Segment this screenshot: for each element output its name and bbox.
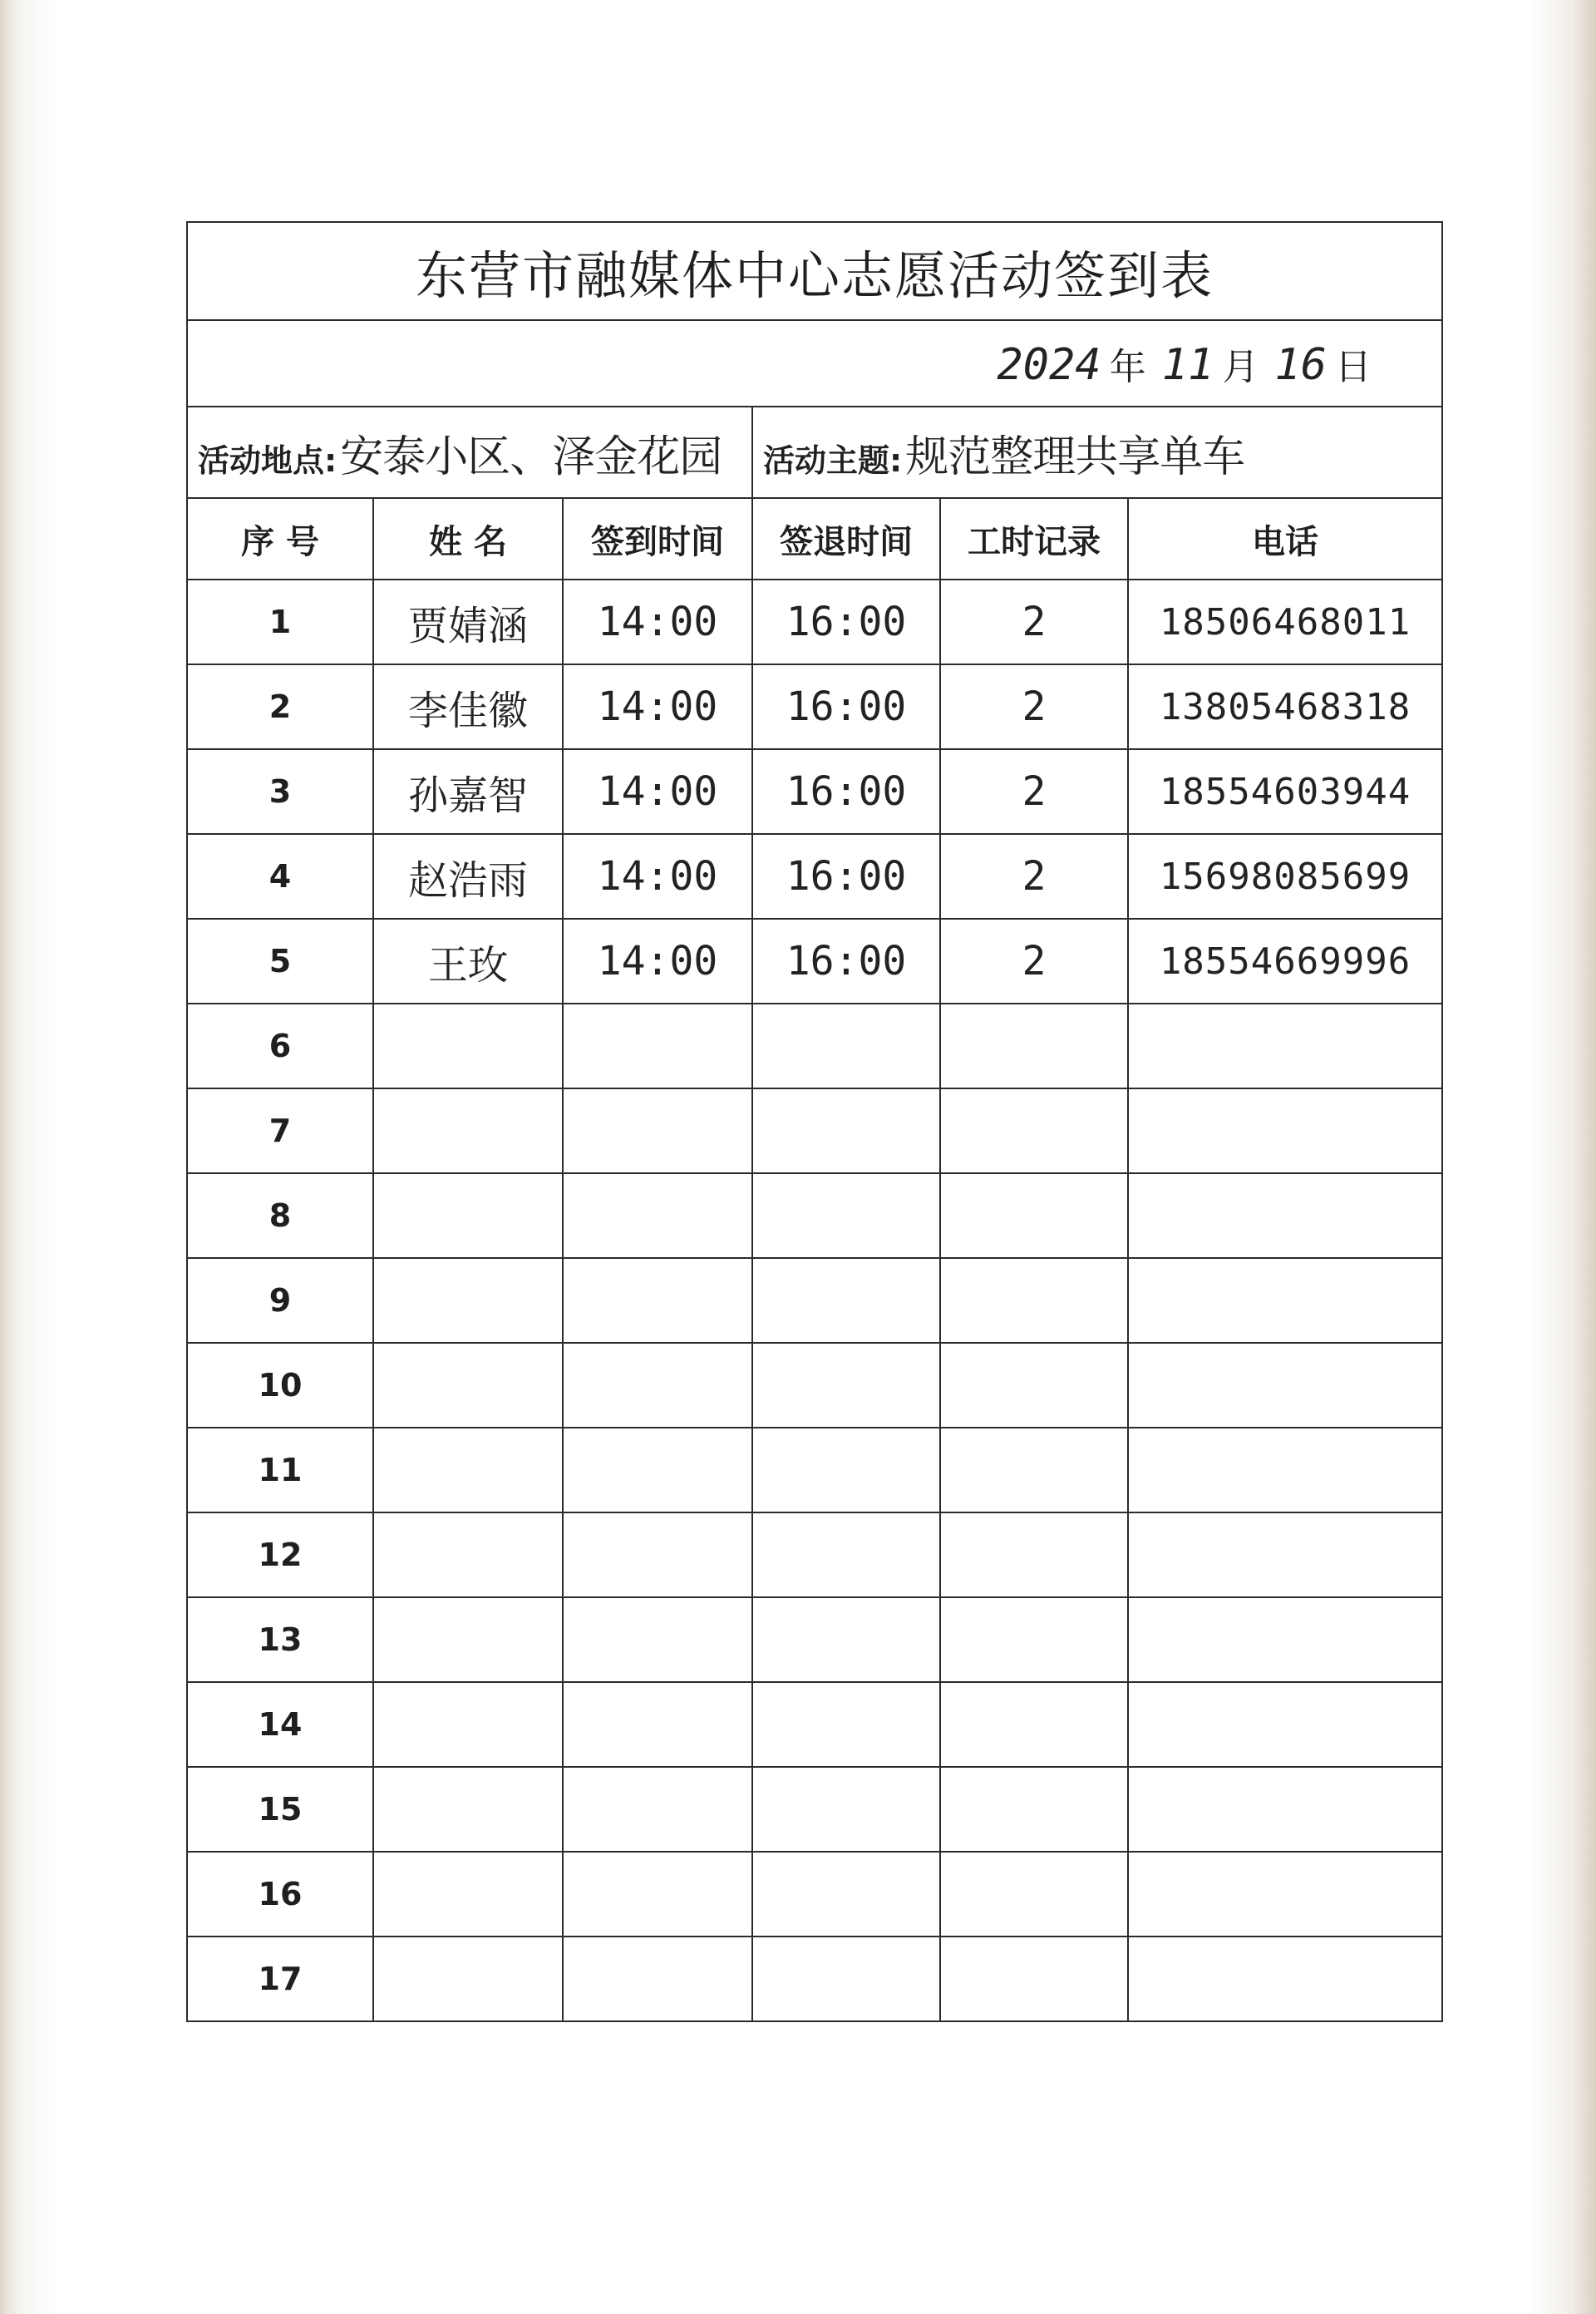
sign-out-time	[752, 1004, 940, 1088]
volunteer-name	[373, 1004, 563, 1088]
sign-in-time	[563, 1597, 752, 1682]
sign-out-time: 16:00	[752, 834, 940, 919]
sign-in-time	[563, 1937, 752, 2021]
row-index: 16	[187, 1852, 373, 1937]
work-hours	[940, 1428, 1128, 1512]
table-row	[187, 664, 1442, 749]
phone-number	[1128, 1512, 1442, 1597]
sign-out-time	[752, 1682, 940, 1767]
row-index: 6	[187, 1004, 373, 1088]
phone-number: 18554669996	[1128, 919, 1442, 1004]
sign-out-time	[752, 1852, 940, 1937]
row-index: 2	[187, 664, 373, 749]
phone-number	[1128, 1258, 1442, 1343]
table-row	[187, 1937, 1442, 2021]
phone-number: 15698085699	[1128, 834, 1442, 919]
date-line	[187, 320, 1442, 407]
volunteer-name	[373, 1088, 563, 1173]
location-label: 活动地点:	[198, 442, 337, 479]
volunteer-name: 赵浩雨	[373, 834, 563, 919]
volunteer-name: 贾婧涵	[373, 580, 563, 664]
theme-label: 活动主题:	[763, 442, 903, 479]
row-index: 7	[187, 1088, 373, 1173]
sign-in-time	[563, 1767, 752, 1852]
header-work-hours: 工时记录	[940, 498, 1128, 580]
table-row	[187, 1597, 1442, 1682]
location-value: 安泰小区、泽金花园	[340, 432, 722, 482]
work-hours: 2	[940, 580, 1128, 664]
sign-in-time: 14:00	[563, 749, 752, 834]
row-index: 14	[187, 1682, 373, 1767]
row-index: 9	[187, 1258, 373, 1343]
sign-in-time: 14:00	[563, 834, 752, 919]
phone-number	[1128, 1088, 1442, 1173]
volunteer-name: 李佳徽	[373, 664, 563, 749]
volunteer-name	[373, 1767, 563, 1852]
sign-in-time	[563, 1004, 752, 1088]
work-hours: 2	[940, 664, 1128, 749]
table-row	[187, 580, 1442, 664]
work-hours	[940, 1343, 1128, 1428]
phone-number: 13805468318	[1128, 664, 1442, 749]
phone-number	[1128, 1004, 1442, 1088]
sign-in-sheet	[186, 221, 1441, 2022]
work-hours	[940, 1004, 1128, 1088]
sign-in-time: 14:00	[563, 580, 752, 664]
sign-out-time	[752, 1767, 940, 1852]
row-index: 1	[187, 580, 373, 664]
sign-out-time	[752, 1428, 940, 1512]
work-hours: 2	[940, 834, 1128, 919]
volunteer-name	[373, 1173, 563, 1258]
volunteer-name	[373, 1852, 563, 1937]
sign-in-time	[563, 1088, 752, 1173]
date-month: 11	[1161, 340, 1214, 390]
volunteer-name: 王玫	[373, 919, 563, 1004]
row-index: 13	[187, 1597, 373, 1682]
sign-out-time: 16:00	[752, 580, 940, 664]
table-row	[187, 749, 1442, 834]
sign-out-time	[752, 1937, 940, 2021]
page-title: 东营市融媒体中心志愿活动签到表	[187, 222, 1442, 320]
sign-out-time: 16:00	[752, 749, 940, 834]
table-row	[187, 919, 1442, 1004]
sign-in-time	[563, 1173, 752, 1258]
sign-in-time	[563, 1258, 752, 1343]
table-row	[187, 1258, 1442, 1343]
table-row	[187, 1682, 1442, 1767]
sign-out-time	[752, 1258, 940, 1343]
phone-number	[1128, 1428, 1442, 1512]
sign-in-table	[186, 221, 1443, 2022]
month-unit: 月	[1222, 346, 1259, 388]
row-index: 17	[187, 1937, 373, 2021]
sign-out-time: 16:00	[752, 919, 940, 1004]
phone-number	[1128, 1597, 1442, 1682]
volunteer-name	[373, 1512, 563, 1597]
sign-out-time	[752, 1512, 940, 1597]
sign-in-time	[563, 1343, 752, 1428]
table-row	[187, 1088, 1442, 1173]
header-index: 序 号	[187, 498, 373, 580]
work-hours	[940, 1852, 1128, 1937]
sign-in-time: 14:00	[563, 664, 752, 749]
table-row	[187, 1512, 1442, 1597]
table-row	[187, 1173, 1442, 1258]
phone-number: 18554603944	[1128, 749, 1442, 834]
row-index: 12	[187, 1512, 373, 1597]
sign-out-time	[752, 1343, 940, 1428]
volunteer-name: 孙嘉智	[373, 749, 563, 834]
volunteer-name	[373, 1597, 563, 1682]
volunteer-name	[373, 1428, 563, 1512]
row-index: 4	[187, 834, 373, 919]
sign-out-time: 16:00	[752, 664, 940, 749]
year-unit: 年	[1109, 346, 1146, 388]
sign-in-time	[563, 1852, 752, 1937]
volunteer-name	[373, 1682, 563, 1767]
sign-in-time	[563, 1682, 752, 1767]
sign-in-time	[563, 1512, 752, 1597]
sign-out-time	[752, 1173, 940, 1258]
row-index: 15	[187, 1767, 373, 1852]
header-name: 姓 名	[373, 498, 563, 580]
table-row	[187, 834, 1442, 919]
theme-value: 规范整理共享单车	[905, 432, 1245, 482]
sign-out-time	[752, 1597, 940, 1682]
header-sign-in-time: 签到时间	[563, 498, 752, 580]
work-hours	[940, 1258, 1128, 1343]
work-hours	[940, 1512, 1128, 1597]
table-row	[187, 1343, 1442, 1428]
work-hours	[940, 1937, 1128, 2021]
date-day: 16	[1274, 340, 1328, 390]
day-unit: 日	[1335, 346, 1372, 388]
table-row	[187, 1004, 1442, 1088]
date-year: 2024	[997, 340, 1101, 390]
work-hours	[940, 1088, 1128, 1173]
row-index: 10	[187, 1343, 373, 1428]
table-row	[187, 1767, 1442, 1852]
table-row	[187, 1852, 1442, 1937]
sign-in-time: 14:00	[563, 919, 752, 1004]
sign-in-time	[563, 1428, 752, 1512]
table-row	[187, 1428, 1442, 1512]
phone-number	[1128, 1937, 1442, 2021]
phone-number	[1128, 1173, 1442, 1258]
row-index: 11	[187, 1428, 373, 1512]
row-index: 3	[187, 749, 373, 834]
phone-number	[1128, 1343, 1442, 1428]
work-hours	[940, 1597, 1128, 1682]
work-hours: 2	[940, 919, 1128, 1004]
row-index: 8	[187, 1173, 373, 1258]
work-hours	[940, 1682, 1128, 1767]
phone-number	[1128, 1682, 1442, 1767]
work-hours: 2	[940, 749, 1128, 834]
phone-number	[1128, 1767, 1442, 1852]
sign-out-time	[752, 1088, 940, 1173]
phone-number	[1128, 1852, 1442, 1937]
phone-number: 18506468011	[1128, 580, 1442, 664]
header-phone: 电话	[1128, 498, 1442, 580]
header-sign-out-time: 签退时间	[752, 498, 940, 580]
work-hours	[940, 1767, 1128, 1852]
column-header-row	[187, 498, 1442, 580]
theme-field	[752, 407, 1442, 498]
row-index: 5	[187, 919, 373, 1004]
work-hours	[940, 1173, 1128, 1258]
volunteer-name	[373, 1937, 563, 2021]
location-field	[187, 407, 752, 498]
volunteer-name	[373, 1258, 563, 1343]
volunteer-name	[373, 1343, 563, 1428]
